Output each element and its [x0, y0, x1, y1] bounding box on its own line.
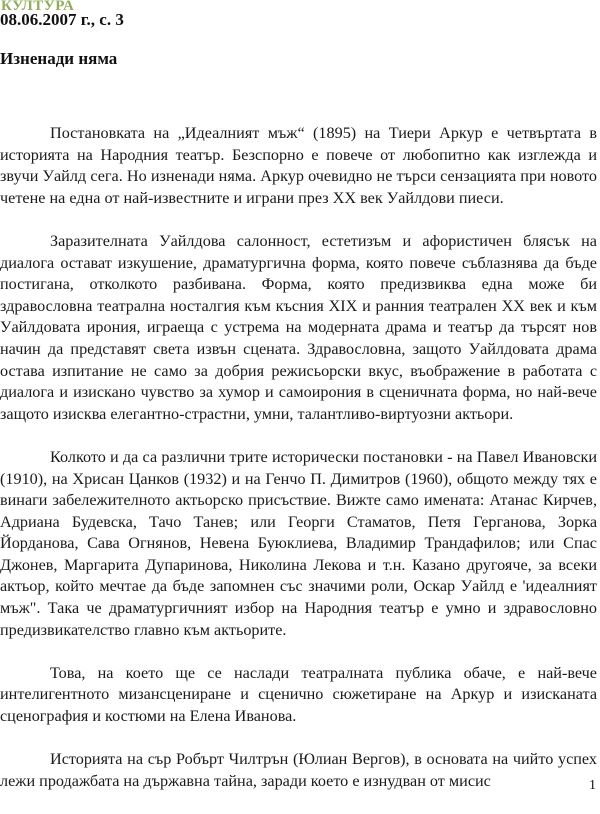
paragraph-1: Постановката на „Идеалният мъж“ (1895) на Тиери Аркур е четвъртата в историята на Народния театър. Безспорно е повече от любопитно как изглежда и звучи Уайлд сега. Но изненади няма. Аркур очевидно не търси сензацията при новото четене на една от най-известните и играни през XX век Уайлдови пиеси.	[0, 124, 597, 207]
paragraph-2: Заразителната Уайлдова салонност, естетизъм и афористичен блясък на диалога остават изкушение, драматургична форма, която повече съблазнява да бъде постигана, отколкото разбивана. Форма, която предизвиква една може би здравословна театрална носталгия към късния XIX и ранния театрален XX век и към Уайлдовата ирония, играеща с устрема на модерната драма и театър да търсят нов начин да представят света извън сцената. Здравословна, защото Уайлдовата драма остава изпитание не само за добрия режисьорски вкус, въображение в работата с диалога и изискано чувство за хумор и самоирония в сценичната форма, но най-вече защото изисква елегантно-страстни, умни, талантливо-виртуозни актьори.	[0, 231, 597, 423]
paragraph-5: Историята на сър Робърт Чилтрън (Юлиан Вергов), в основата на чийто успех лежи продажбата на държавна тайна, заради което е изнудван от мисис	[0, 750, 597, 790]
page-number: 1	[589, 778, 596, 793]
paragraph-3: Колкото и да са различни трите исторически постановки - на Павел Ивановски (1910), на Хрисан Цанков (1932) и на Генчо П. Димитров (1960), общото между тях е винаги забележителното актьорско присъствие. Вижте само имената: Атанас Кирчев, Адриана Будевска, Тачо Танев; или Георги Стаматов, Петя Герганова, Зорка Йорданова, Сава Огнянов, Невена Буюклиева, Владимир Трандафилов; или Спас Джонев, Маргарита Дупаринова, Николина Лекова и т.н. Казано другояче, за всеки актьор, който мечтае да бъде запомнен със значими роли, Оскар Уайлд е 'идеалният мъж". Така че драматургичният избор на Народния театър е умно и здравословно предизвикателство главно към актьорите.	[0, 447, 597, 639]
section-label: КУЛТУРА	[1, 0, 75, 14]
article-title: Изненади няма	[0, 49, 118, 68]
date-line: 08.06.2007 г., с. 3	[0, 10, 124, 29]
article-body	[0, 123, 597, 814]
paragraph-4: Това, на което ще се наслади театралната публика обаче, е най-вече интелигентното мизансцениране и сценично сюжетиране на Аркур и изисканата сценография и костюми на Елена Иванова.	[0, 663, 597, 726]
